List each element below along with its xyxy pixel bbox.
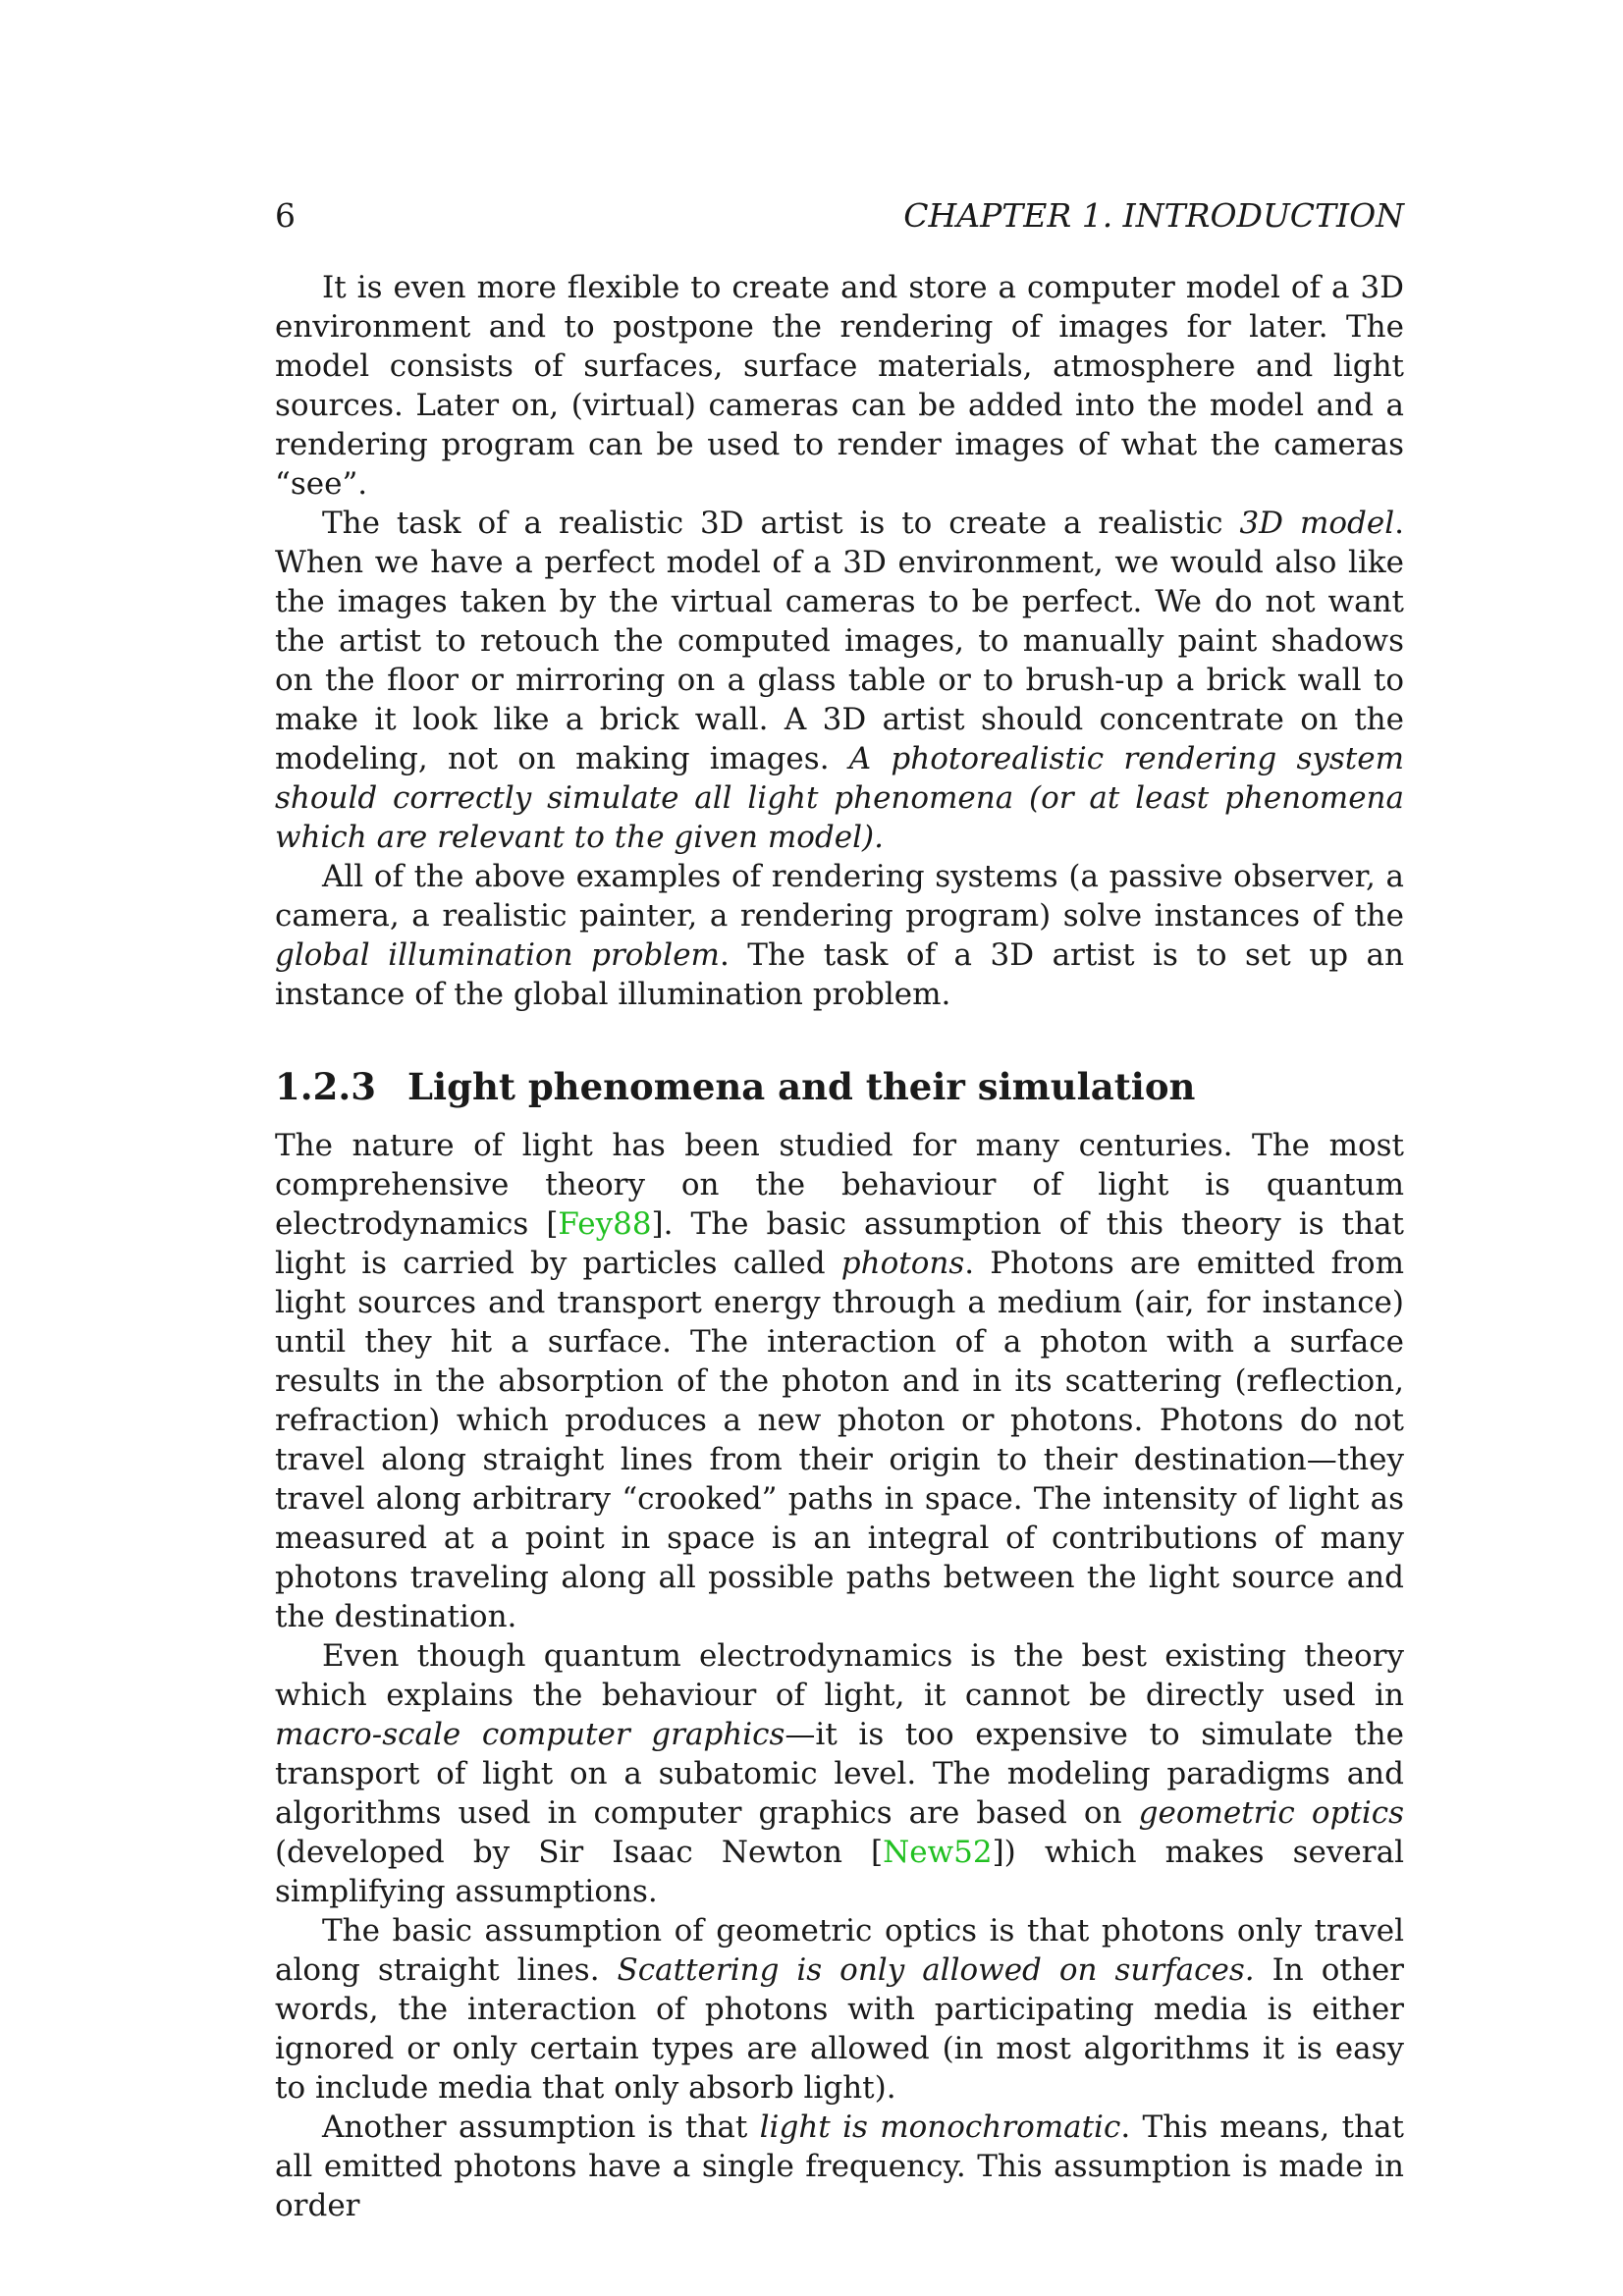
paragraph-2-emphasis-1: 3D model [1239, 506, 1395, 541]
section-paragraph-3-text-b: In other words, the interaction of photons with participating media is either ignored or only certain types are allowed (in most algorithms it is easy to include media that only absorb light). [275, 1952, 1404, 2106]
page [275, 187, 1404, 2225]
paragraph-3-text-b: . The task of a 3D artist is to set up an instance of the global illumination problem. [275, 937, 1404, 1012]
section-title: Light phenomena and their simulation [407, 1065, 1196, 1108]
section-paragraph-1 [275, 1126, 1404, 1636]
section-paragraph-1-emphasis: photons [840, 1246, 965, 1281]
section-paragraph-2-text-d: ]) which makes several simplifying assumptions. [275, 1835, 1404, 1909]
section-paragraph-1-text-b: ]. The basic assumption of this theory is that light is carried by particles called [275, 1206, 1404, 1281]
section-paragraph-3-emphasis: Scattering is only allowed on surfaces. [617, 1952, 1255, 1988]
paragraph-1 [275, 268, 1404, 504]
paragraph-2-text-b: . When we have a perfect model of a 3D environment, we would also like the images taken by the virtual cameras to be perfect. We do not want the artist to retouch the computed images, to manually paint shadows on the floor or mirroring on a glass table or to brush-up a brick wall to make it look like a brick wall. A 3D artist should concentrate on the modeling, not on making images. [275, 506, 1404, 776]
paragraph-2-text-a: The task of a realistic 3D artist is to create a realistic [322, 506, 1240, 541]
section-paragraph-3 [275, 1911, 1404, 2108]
section-paragraph-2-text-a: Even though quantum electrodynamics is the best existing theory which explains the behaviour of light, it cannot be directly used in [275, 1638, 1404, 1713]
body-text [275, 268, 1404, 2225]
chapter-title: CHAPTER 1. INTRODUCTION [903, 196, 1404, 235]
section-paragraph-2-text-c: (developed by Sir Isaac Newton [ [275, 1835, 884, 1870]
section-heading [275, 1065, 1404, 1108]
section-paragraph-4-text-a: Another assumption is that [322, 2109, 760, 2145]
section-paragraph-4-emphasis: light is monochromatic [759, 2109, 1121, 2145]
paragraph-2 [275, 504, 1404, 857]
citation-new52-link[interactable]: New52 [883, 1835, 993, 1870]
section-paragraph-1-text-a: The nature of light has been studied for many centuries. The most comprehensive theory on the behaviour of light is quantum electrodynamics [ [275, 1128, 1404, 1242]
section-paragraph-3-text-a: The basic assumption of geometric optics is that photons only travel along straight lines. [275, 1913, 1404, 1988]
section-paragraph-1-text-c: . Photons are emitted from light sources and transport energy through a medium (air, for instance) until they hit a surface. The interaction of a photon with a surface results in the absorption of the photon and in its scattering (reflection, refraction) which produces a new photon or photons. Photons do not travel along straight lines from their origin to their destination—they travel along arbitrary “crooked” paths in space. The intensity of light as measured at a point in space is an integral of contributions of many photons traveling along all possible paths between the light source and the destination. [275, 1246, 1404, 1634]
section-paragraph-2-text-b: —it is too expensive to simulate the transport of light on a subatomic level. The modeling paradigms and algorithms used in computer graphics are based on [275, 1717, 1404, 1831]
section-paragraph-2-emphasis-2: geometric optics [1138, 1795, 1404, 1831]
section-paragraph-4-text-b: . This means, that all emitted photons have a single frequency. This assumption is made in order [275, 2109, 1404, 2223]
section-paragraph-2-emphasis-1: macro-scale computer graphics [275, 1717, 785, 1752]
paragraph-3 [275, 857, 1404, 1014]
paragraph-1-text: It is even more flexible to create and store a computer model of a 3D environment and to postpone the rendering of images for later. The model consists of surfaces, surface materials, atmosphere and light sources. Later on, (virtual) cameras can be added into the model and a rendering program can be used to render images of what the cameras “see”. [275, 270, 1404, 502]
paragraph-3-emphasis: global illumination problem [275, 937, 720, 973]
paragraph-2-emphasis-2: A photorealistic rendering system should correctly simulate all light phenomena (or at least phenomena which are relevant to the given model). [275, 741, 1405, 855]
citation-fey88-link[interactable]: Fey88 [558, 1206, 652, 1242]
page-number: 6 [275, 196, 296, 235]
running-head [275, 196, 1404, 236]
section-paragraph-4 [275, 2108, 1404, 2225]
paragraph-3-text-a: All of the above examples of rendering systems (a passive observer, a camera, a realistic painter, a rendering program) solve instances of the [275, 859, 1404, 934]
section-paragraph-2 [275, 1636, 1404, 1911]
section-number: 1.2.3 [275, 1065, 376, 1108]
